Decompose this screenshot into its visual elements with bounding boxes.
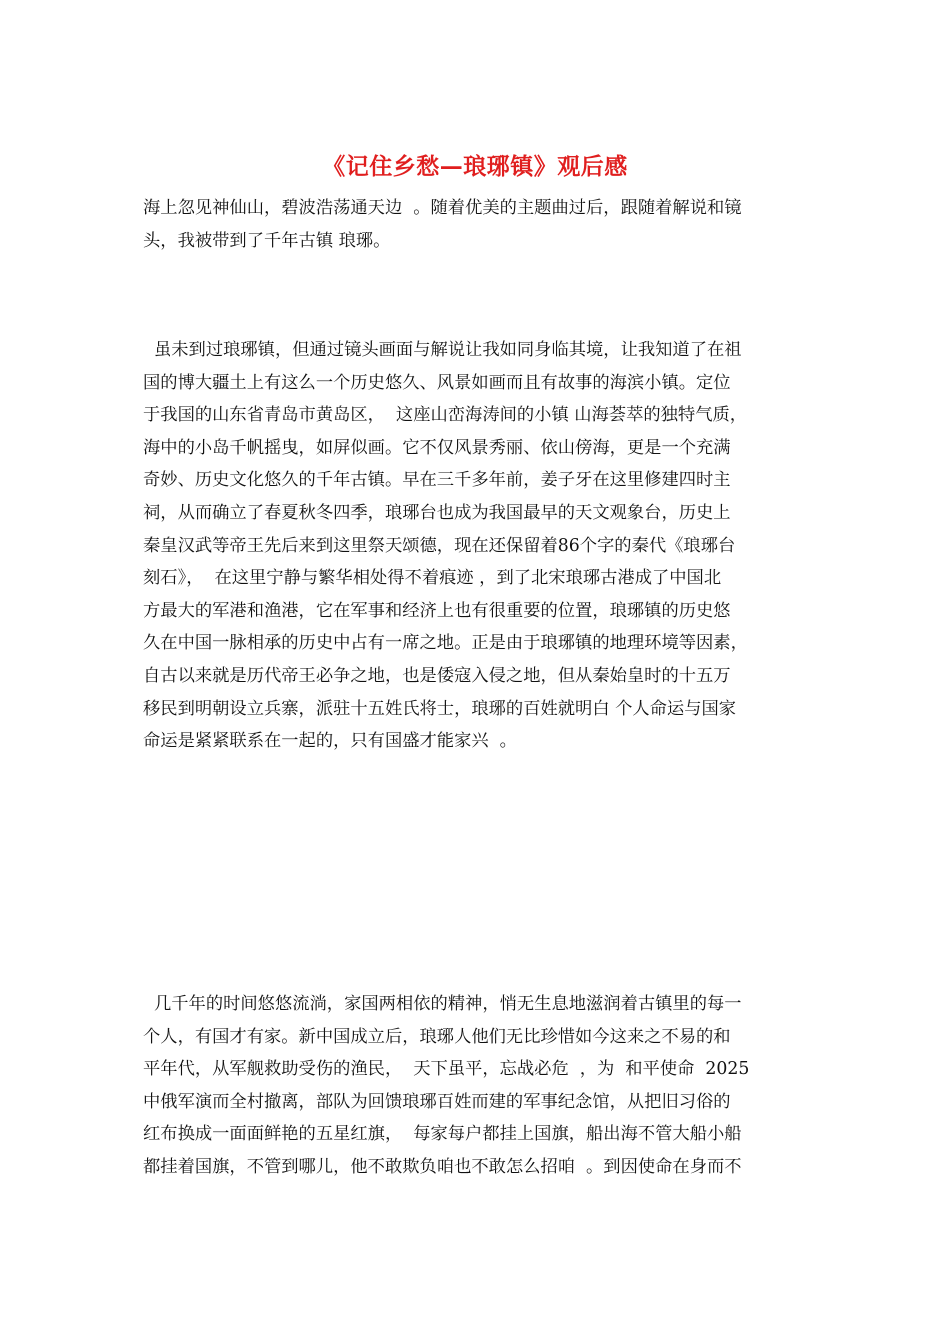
paragraph-line: 自古以来就是历代帝王必争之地，也是倭寇入侵之地，但从秦始皇时的十五万	[143, 665, 731, 686]
paragraph-intro	[143, 192, 813, 257]
paragraph-line: 国的博大疆土上有这么一个历史悠久、风景如画而且有故事的海滨小镇。定位	[143, 372, 731, 393]
paragraph-line: 红布换成一面面鲜艳的五星红旗， 每家每户都挂上国旗，船出海不管大船小船	[143, 1124, 742, 1145]
paragraph-line: 秦皇汉武等帝王先后来到这里祭天颂德，现在还保留着86个字的秦代《琅琊台	[143, 535, 736, 556]
paragraph-line: 奇妙、历史文化悠久的千年古镇。早在三千多年前，姜子牙在这里修建四时主	[143, 470, 731, 491]
paragraph-line: 都挂着国旗，不管到哪儿，他不敢欺负咱也不敢怎么招咱 。到因使命在身而不	[143, 1156, 742, 1177]
paragraph-line: 命运是紧紧联系在一起的，只有国盛才能家兴 。	[143, 731, 517, 752]
paragraph-line: 中俄军演而全村撤离，部队为回馈琅琊百姓而建的军事纪念馆，从把旧习俗的	[143, 1091, 731, 1112]
paragraph-line: 移民到明朝设立兵寨，派驻十五姓氏将士，琅琊的百姓就明白 个人命运与国家	[143, 698, 737, 719]
paragraph-line: 虽未到过琅琊镇，但通过镜头画面与解说让我如同身临其境，让我知道了在祖	[143, 340, 742, 360]
paragraph-line: 个人，有国才有家。新中国成立后，琅琊人他们无比珍惜如今这来之不易的和	[143, 1026, 731, 1047]
paragraph-line: 几千年的时间悠悠流淌，家国两相依的精神，悄无生息地滋润着古镇里的每一	[143, 994, 742, 1014]
paragraph-line: 海上忽见神仙山，碧波浩荡通天边 。随着优美的主题曲过后，跟随着解说和镜	[143, 198, 742, 218]
paragraph-line: 久在中国一脉相承的历史中占有一席之地。正是由于琅琊镇的地理环境等因素，	[143, 633, 748, 654]
paragraph-line: 海中的小岛千帆摇曳，如屏似画。它不仅风景秀丽、依山傍海，更是一个充满	[143, 437, 731, 458]
paragraph-line: 于我国的山东省青岛市黄岛区， 这座山峦海涛间的小镇 山海荟萃的独特气质，	[143, 405, 748, 426]
paragraph-line: 平年代，从军舰救助受伤的渔民， 天下虽平，忘战必危 ，为 和平使命 2025	[143, 1059, 750, 1080]
paragraph-history	[143, 334, 813, 758]
paragraph-line: 头，我被带到了千年古镇 琅琊。	[143, 230, 391, 251]
paragraph-line: 祠，从而确立了春夏秋冬四季，琅琊台也成为我国最早的天文观象台，历史上	[143, 502, 731, 523]
paragraph-modern	[143, 988, 813, 1184]
paragraph-line: 方最大的军港和渔港，它在军事和经济上也有很重要的位置，琅琊镇的历史悠	[143, 600, 731, 621]
paragraph-line: 刻石》， 在这里宁静与繁华相处得不着痕迹 ，到了北宋琅琊古港成了中国北	[143, 568, 722, 589]
document-title: 《记住乡愁—琅琊镇》观后感	[322, 153, 628, 180]
